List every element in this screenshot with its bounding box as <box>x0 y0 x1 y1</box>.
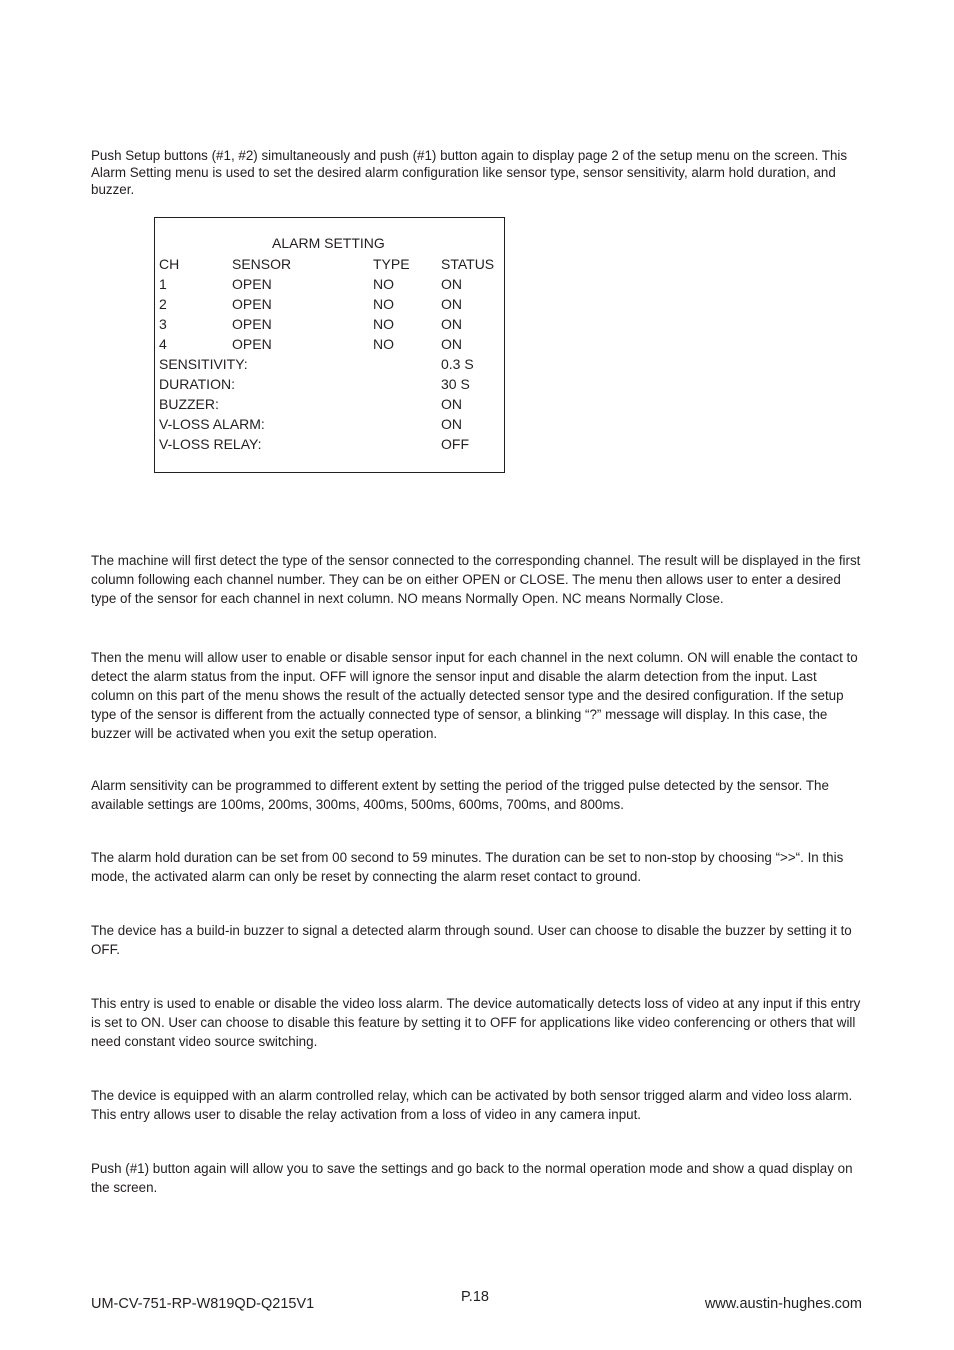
document-id: UM-CV-751-RP-W819QD-Q215V1 <box>91 1296 315 1312</box>
channel-type: NO <box>373 316 394 332</box>
channel-row <box>155 276 504 296</box>
header-sensor: SENSOR <box>232 256 292 272</box>
buzzer-paragraph: The device has a build-in buzzer to signal a detected alarm through sound. User can choose to disable the buzzer by setting it to OFF. <box>91 923 852 957</box>
channel-status: ON <box>441 296 462 312</box>
status-paragraph: Then the menu will allow user to enable or disable sensor input for each channel in the next column. ON will enable the contact to detect the alarm status from the input. OFF will ignore the sensor input and disable the alarm detection from the input. Last column on this part of the menu shows the result of the actually detected sensor type and the desired configuration. If the setup type of the sensor is different from the actually connected type of sensor, a blinking “?” message will display. In this case, the buzzer will be activated when you exit the setup operation. <box>91 650 858 741</box>
setting-value: ON <box>441 416 462 432</box>
vloss-alarm-paragraph: This entry is used to enable or disable the video loss alarm. The device automatically detects loss of video at any input if this entry is set to ON. User can choose to disable this feature by setting it to OFF for applications like video conferencing or others that will need constant video source switching. <box>91 996 861 1049</box>
menu-title: ALARM SETTING <box>272 235 385 251</box>
setting-value: 0.3 S <box>441 356 474 372</box>
sensor-paragraph: The machine will first detect the type of the sensor connected to the corresponding channel. The result will be displayed in the first column following each channel number. They can be on either OPEN or CLOSE. The menu then allows user to enter a desired type of the sensor for each channel in next column. NO means Normally Open. NC means Normally Close. <box>91 553 861 606</box>
channel-sensor: OPEN <box>232 276 272 292</box>
channel-type: NO <box>373 276 394 292</box>
channel-type: NO <box>373 336 394 352</box>
channel-type: NO <box>373 296 394 312</box>
setting-row-buzzer <box>155 396 504 416</box>
header-status: STATUS <box>441 256 495 272</box>
channel-number: 1 <box>159 276 167 292</box>
setting-row-vloss-relay <box>155 436 504 456</box>
website-link[interactable]: www.austin-hughes.com <box>704 1296 862 1312</box>
menu-header-row <box>155 256 504 276</box>
setting-row-vloss-alarm <box>155 416 504 436</box>
setting-label: V-LOSS RELAY: <box>159 436 262 452</box>
setting-label: DURATION: <box>159 376 235 392</box>
setting-label: SENSITIVITY: <box>159 356 248 372</box>
channel-status: ON <box>441 336 462 352</box>
channel-number: 4 <box>159 336 167 352</box>
setting-value: ON <box>441 396 462 412</box>
alarm-setting-menu <box>154 217 505 473</box>
header-type: TYPE <box>373 256 410 272</box>
channel-number: 3 <box>159 316 167 332</box>
duration-paragraph: The alarm hold duration can be set from 00 second to 59 minutes. The duration can be set to non-stop by choosing “>>“. In this mode, the activated alarm can only be reset by connecting the alarm reset contact to ground. <box>91 850 844 884</box>
channel-sensor: OPEN <box>232 296 272 312</box>
page-number: P.18 <box>461 1289 489 1305</box>
channel-row <box>155 296 504 316</box>
channel-status: ON <box>441 316 462 332</box>
setting-row-duration <box>155 376 504 396</box>
channel-row <box>155 316 504 336</box>
channel-sensor: OPEN <box>232 316 272 332</box>
setting-value: 30 S <box>441 376 470 392</box>
sensitivity-paragraph: Alarm sensitivity can be programmed to different extent by setting the period of the trigged pulse detected by the sensor. The available settings are 100ms, 200ms, 300ms, 400ms, 500ms, 600ms, 700ms, and 800ms. <box>91 778 829 812</box>
setting-label: BUZZER: <box>159 396 219 412</box>
setting-row-sensitivity <box>155 356 504 376</box>
channel-number: 2 <box>159 296 167 312</box>
save-paragraph: Push (#1) button again will allow you to save the settings and go back to the normal operation mode and show a quad display on the screen. <box>91 1161 853 1195</box>
vloss-relay-paragraph: The device is equipped with an alarm controlled relay, which can be activated by both sensor trigged alarm and video loss alarm. This entry allows user to disable the relay activation from a loss of video in any camera input. <box>91 1088 853 1122</box>
setting-label: V-LOSS ALARM: <box>159 416 265 432</box>
header-ch: CH <box>159 256 180 272</box>
channel-row <box>155 336 504 356</box>
setting-value: OFF <box>441 436 469 452</box>
intro-paragraph: Push Setup buttons (#1, #2) simultaneously and push (#1) button again to display page 2 of the setup menu on the screen. This Alarm Setting menu is used to set the desired alarm configuration like sensor type, sensor sensitivity, alarm hold duration, and buzzer. <box>91 148 848 197</box>
channel-sensor: OPEN <box>232 336 272 352</box>
channel-status: ON <box>441 276 462 292</box>
